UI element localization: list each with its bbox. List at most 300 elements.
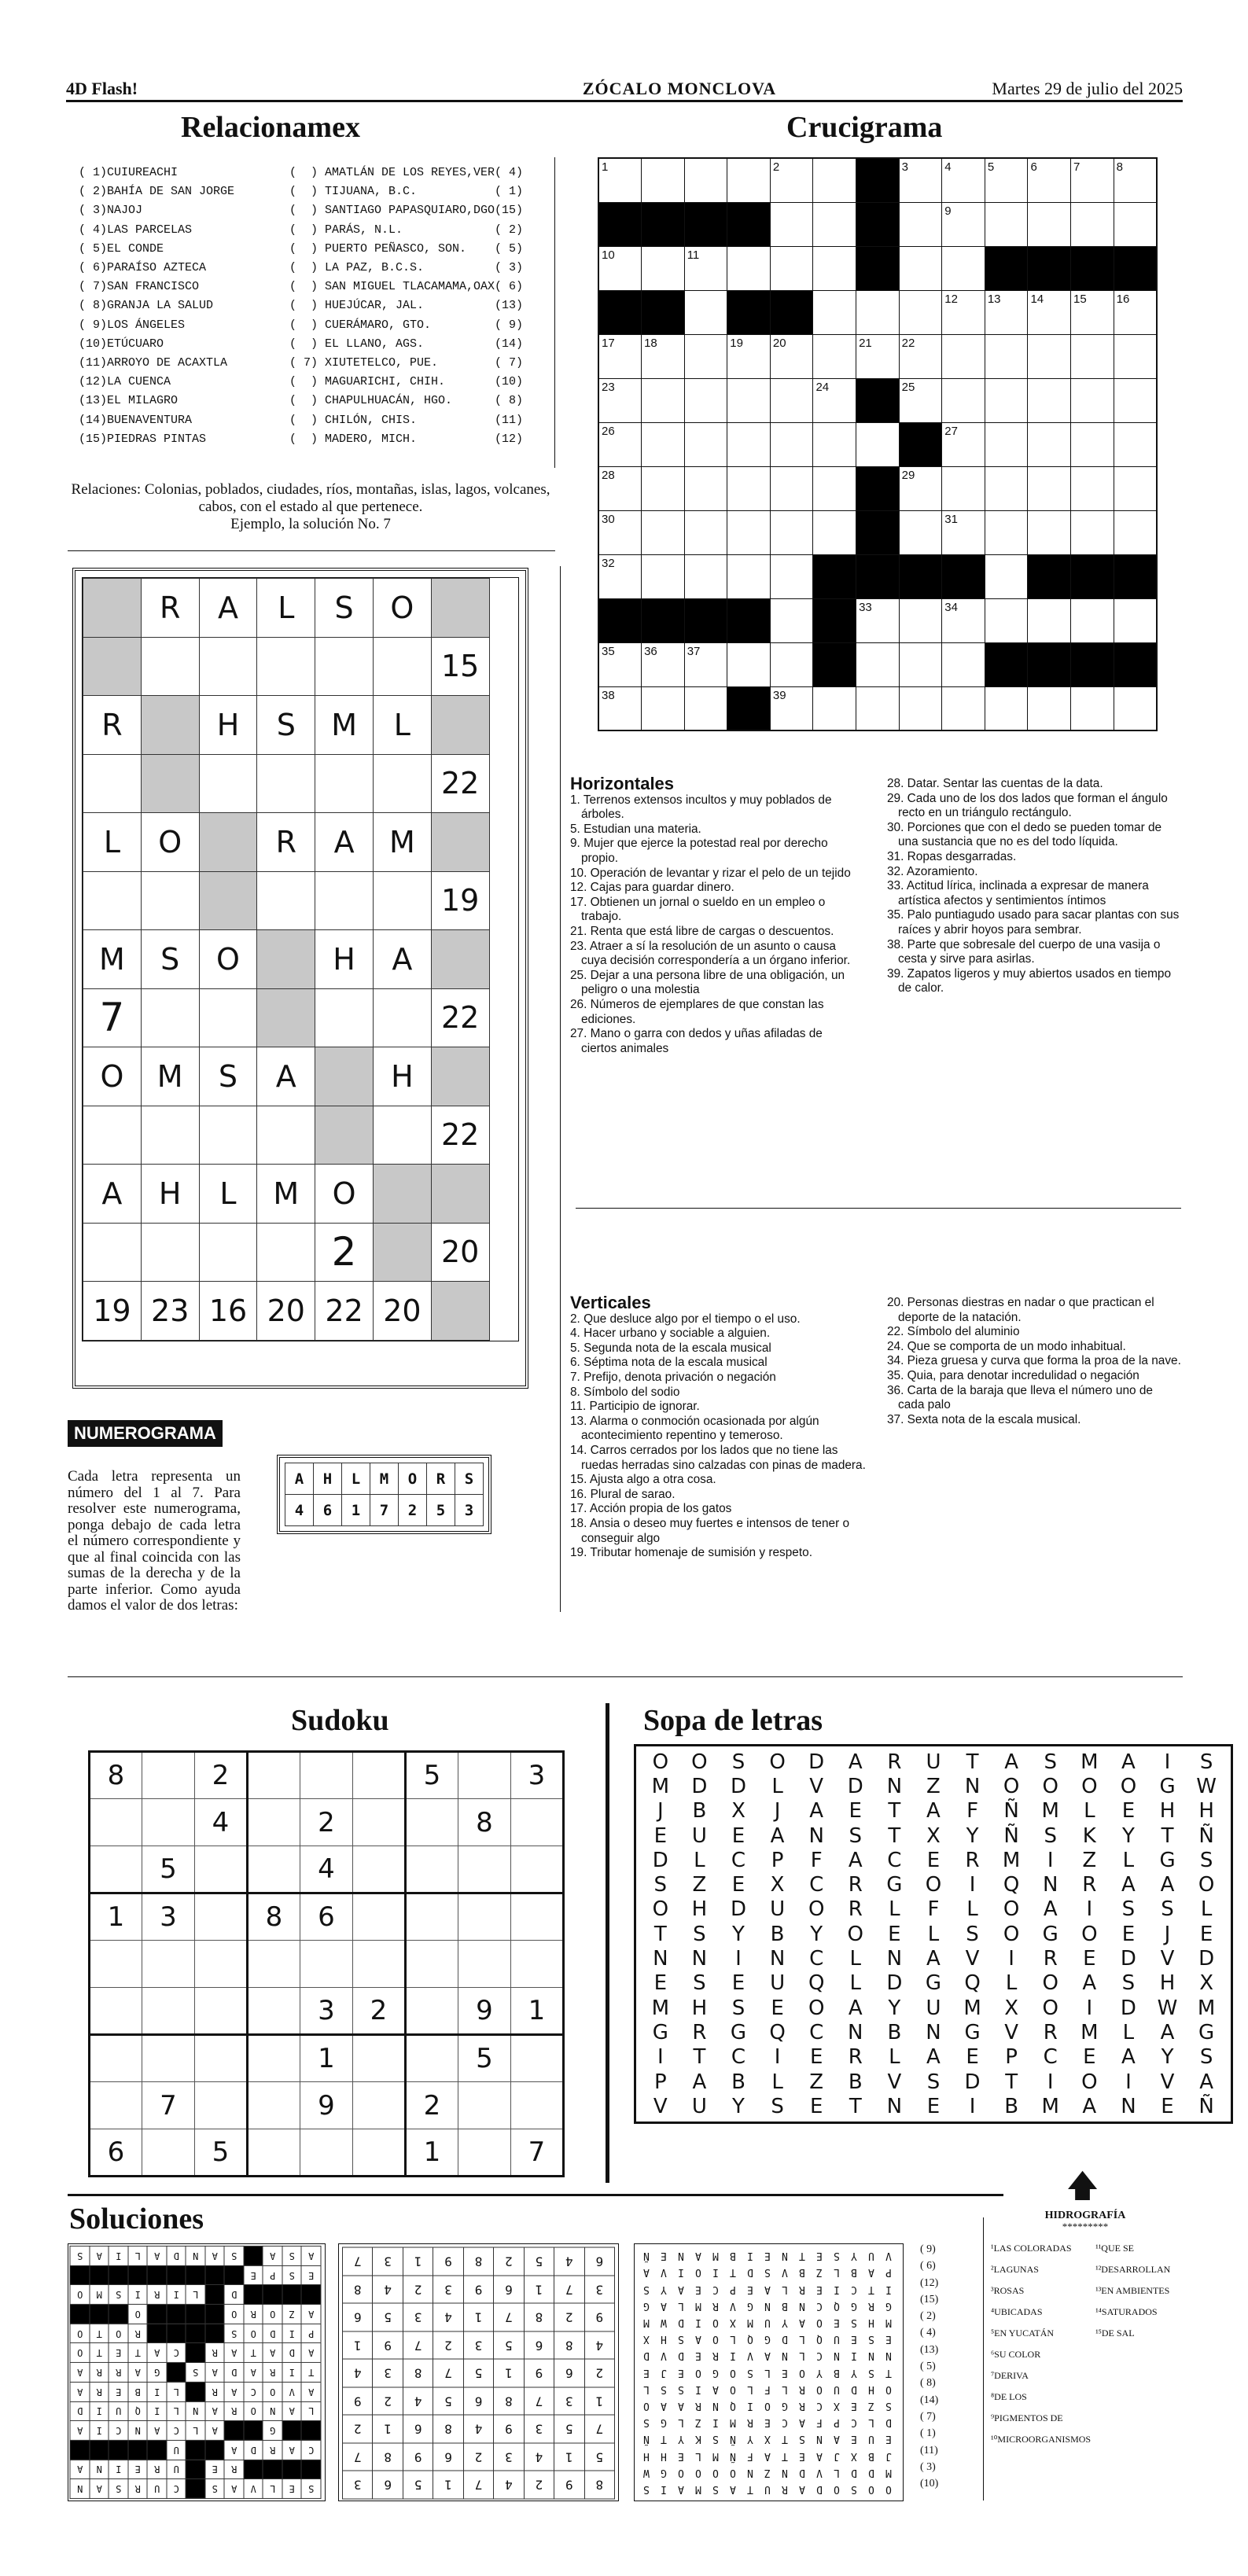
sudoku-cell[interactable] — [195, 1893, 248, 1941]
sopa-letter[interactable]: F — [927, 1897, 940, 1922]
crucigrama-cell[interactable]: 5 — [985, 158, 1028, 202]
sopa-letter[interactable]: S — [1199, 1750, 1213, 1774]
crucigrama-cell[interactable]: 22 — [899, 334, 942, 378]
sopa-letter[interactable]: E — [966, 2045, 979, 2070]
sopa-letter[interactable]: G — [652, 2020, 668, 2044]
sopa-letter[interactable]: E — [926, 1848, 941, 1872]
sudoku-cell[interactable] — [248, 2035, 300, 2082]
sopa-letter[interactable]: V — [965, 1947, 980, 1971]
sopa-letter[interactable]: O — [652, 1750, 669, 1774]
sopa-letter[interactable]: G — [1198, 2020, 1215, 2044]
crucigrama-cell[interactable]: 1 — [598, 158, 642, 202]
sopa-letter[interactable]: N — [886, 1774, 903, 1798]
sopa-letter[interactable]: L — [771, 2070, 783, 2094]
sopa-letter[interactable]: N — [926, 2020, 941, 2044]
sopa-letter[interactable]: N — [653, 1947, 668, 1971]
sudoku-cell[interactable] — [195, 1846, 248, 1893]
crucigrama-cell[interactable]: 36 — [642, 642, 685, 686]
sopa-letter[interactable]: J — [657, 1799, 664, 1823]
sudoku-cell[interactable] — [248, 1941, 300, 1988]
sopa-letter[interactable]: A — [809, 1799, 824, 1823]
crucigrama-cell[interactable] — [1028, 422, 1071, 466]
sopa-letter[interactable]: H — [1198, 1799, 1214, 1823]
sopa-letter[interactable]: E — [731, 1823, 745, 1848]
sopa-letter[interactable]: L — [849, 1947, 862, 1971]
crucigrama-cell[interactable] — [813, 510, 856, 554]
sopa-letter[interactable]: C — [809, 1873, 824, 1897]
sopa-letter[interactable]: C — [809, 1947, 824, 1971]
crucigrama-cell[interactable] — [684, 290, 727, 334]
crucigrama-cell[interactable] — [770, 422, 813, 466]
sopa-letter[interactable]: N — [848, 2020, 863, 2044]
crucigrama-cell[interactable]: 27 — [942, 422, 985, 466]
sudoku-cell[interactable] — [300, 1941, 353, 1988]
sopa-letter[interactable]: A — [848, 1996, 863, 2020]
crucigrama-cell[interactable] — [813, 290, 856, 334]
sopa-letter[interactable]: A — [1160, 1873, 1175, 1897]
sopa-letter[interactable]: N — [1121, 2094, 1136, 2118]
sopa-letter[interactable]: D — [1120, 1947, 1136, 1971]
crucigrama-cell[interactable] — [642, 686, 685, 730]
crucigrama-cell[interactable] — [813, 466, 856, 510]
sopa-letter[interactable]: P — [1005, 2045, 1018, 2070]
sudoku-cell[interactable] — [458, 2082, 511, 2129]
sopa-letter[interactable]: R — [692, 2020, 707, 2044]
sopa-letter[interactable]: Y — [732, 2094, 745, 2118]
crucigrama-cell[interactable]: 15 — [1071, 290, 1114, 334]
sopa-letter[interactable]: D — [1198, 1947, 1215, 1971]
sopa-letter[interactable]: D — [886, 1971, 903, 1996]
sopa-letter[interactable]: W — [1196, 1774, 1217, 1798]
sopa-letter[interactable]: U — [691, 1823, 707, 1848]
crucigrama-cell[interactable]: 12 — [942, 290, 985, 334]
crucigrama-cell[interactable] — [1114, 378, 1157, 422]
crucigrama-cell[interactable]: 34 — [942, 598, 985, 642]
sudoku-cell[interactable] — [353, 2082, 406, 2129]
sopa-letter[interactable]: E — [771, 1996, 784, 2020]
crucigrama-cell[interactable] — [1071, 598, 1114, 642]
sopa-letter[interactable]: O — [1042, 1996, 1058, 2020]
sopa-letter[interactable]: C — [731, 1848, 746, 1872]
crucigrama-cell[interactable]: 4 — [942, 158, 985, 202]
sopa-letter[interactable]: M — [1041, 2094, 1059, 2118]
sopa-letter[interactable]: A — [1004, 1750, 1019, 1774]
sopa-letter[interactable]: I — [774, 2045, 781, 2070]
crucigrama-cell[interactable]: 19 — [727, 334, 771, 378]
crucigrama-cell[interactable] — [770, 598, 813, 642]
crucigrama-cell[interactable] — [942, 246, 985, 290]
sudoku-cell[interactable] — [458, 1752, 511, 1799]
sopa-letter[interactable]: L — [1084, 1799, 1095, 1823]
crucigrama-cell[interactable] — [1028, 466, 1071, 510]
sopa-letter[interactable]: Q — [769, 2020, 786, 2044]
sopa-letter[interactable]: O — [1198, 1873, 1215, 1897]
sudoku-cell[interactable] — [90, 2035, 142, 2082]
sopa-letter[interactable]: T — [653, 1922, 667, 1946]
sopa-letter[interactable]: S — [693, 1922, 706, 1946]
crucigrama-cell[interactable] — [942, 334, 985, 378]
sopa-letter[interactable]: A — [692, 2070, 707, 2094]
sopa-letter[interactable]: J — [774, 1799, 781, 1823]
sopa-letter[interactable]: Ñ — [1198, 2094, 1214, 2118]
sopa-letter[interactable]: X — [731, 1799, 745, 1823]
sopa-letter[interactable]: A — [926, 1799, 941, 1823]
sudoku-cell[interactable] — [511, 1893, 564, 1941]
crucigrama-cell[interactable]: 2 — [770, 158, 813, 202]
crucigrama-cell[interactable] — [684, 422, 727, 466]
crucigrama-cell[interactable]: 8 — [1114, 158, 1157, 202]
crucigrama-cell[interactable] — [1028, 598, 1071, 642]
crucigrama-cell[interactable]: 25 — [899, 378, 942, 422]
crucigrama-cell[interactable] — [813, 246, 856, 290]
crucigrama-cell[interactable] — [813, 334, 856, 378]
crucigrama-cell[interactable] — [770, 642, 813, 686]
sopa-letter[interactable]: X — [770, 1873, 785, 1897]
crucigrama-cell[interactable] — [684, 686, 727, 730]
crucigrama-cell[interactable]: 31 — [942, 510, 985, 554]
sopa-letter[interactable]: T — [1005, 2070, 1018, 2094]
sudoku-cell[interactable] — [511, 1846, 564, 1893]
crucigrama-cell[interactable] — [642, 246, 685, 290]
sopa-letter[interactable]: Z — [809, 2070, 824, 2094]
sopa-letter[interactable]: C — [887, 1848, 902, 1872]
sopa-letter[interactable]: R — [848, 2045, 863, 2070]
sopa-letter[interactable]: N — [808, 1823, 824, 1848]
crucigrama-cell[interactable] — [1114, 466, 1157, 510]
sudoku-cell[interactable] — [406, 2035, 458, 2082]
sudoku-cell[interactable] — [142, 2129, 195, 2177]
sopa-letter[interactable]: P — [771, 1848, 784, 1872]
sopa-letter[interactable]: B — [848, 2070, 863, 2094]
crucigrama-cell[interactable] — [813, 158, 856, 202]
crucigrama-cell[interactable] — [985, 334, 1028, 378]
sopa-letter[interactable]: S — [1121, 1971, 1136, 1996]
sopa-letter[interactable]: Z — [926, 1774, 941, 1798]
crucigrama-cell[interactable] — [1071, 466, 1114, 510]
sopa-letter[interactable]: T — [1161, 1823, 1174, 1848]
sopa-letter[interactable]: E — [1199, 1922, 1213, 1946]
crucigrama-cell[interactable] — [684, 510, 727, 554]
sudoku-cell[interactable] — [458, 2129, 511, 2177]
crucigrama-cell[interactable] — [684, 378, 727, 422]
sopa-letter[interactable]: A — [1121, 2045, 1136, 2070]
sopa-letter[interactable]: L — [927, 1922, 940, 1946]
sopa-letter[interactable]: C — [1043, 2045, 1058, 2070]
crucigrama-cell[interactable] — [899, 642, 942, 686]
sopa-letter[interactable]: Ñ — [1198, 1823, 1214, 1848]
sopa-letter[interactable]: C — [731, 2045, 746, 2070]
sopa-letter[interactable]: W — [1157, 1996, 1178, 2020]
sopa-letter[interactable]: A — [1160, 2020, 1175, 2044]
sopa-letter[interactable]: R — [1082, 1873, 1097, 1897]
sopa-letter[interactable]: O — [1003, 1897, 1020, 1922]
crucigrama-cell[interactable] — [1114, 598, 1157, 642]
sopa-letter[interactable]: L — [1122, 1848, 1135, 1872]
crucigrama-cell[interactable] — [985, 510, 1028, 554]
sopa-letter[interactable]: L — [694, 1848, 705, 1872]
sopa-letter[interactable]: N — [1043, 1873, 1058, 1897]
crucigrama-cell[interactable] — [1028, 686, 1071, 730]
sopa-letter[interactable]: E — [653, 1971, 668, 1996]
crucigrama-cell[interactable] — [1071, 510, 1114, 554]
sudoku-cell[interactable] — [300, 2129, 353, 2177]
crucigrama-cell[interactable] — [942, 642, 985, 686]
crucigrama-cell[interactable] — [1071, 422, 1114, 466]
sopa-letter[interactable]: I — [969, 1873, 976, 1897]
sopa-letter[interactable]: R — [887, 1750, 902, 1774]
sopa-letter[interactable]: D — [847, 1774, 863, 1798]
sudoku-cell[interactable] — [90, 2082, 142, 2129]
crucigrama-cell[interactable] — [770, 202, 813, 246]
sopa-letter[interactable]: S — [1044, 1823, 1057, 1848]
sopa-letter[interactable]: D — [808, 1750, 825, 1774]
crucigrama-cell[interactable] — [770, 466, 813, 510]
sopa-letter[interactable]: M — [1080, 1750, 1099, 1774]
sopa-letter[interactable]: S — [1199, 2045, 1213, 2070]
crucigrama-cell[interactable]: 16 — [1114, 290, 1157, 334]
sudoku-cell[interactable] — [511, 1799, 564, 1846]
crucigrama-cell[interactable] — [727, 642, 771, 686]
sopa-letter[interactable]: L — [1200, 1897, 1213, 1922]
sudoku-cell[interactable] — [511, 2082, 564, 2129]
crucigrama-cell[interactable] — [1028, 510, 1071, 554]
sudoku-cell[interactable] — [406, 1846, 458, 1893]
sopa-letter[interactable]: M — [651, 1996, 670, 2020]
sopa-letter[interactable]: S — [966, 1922, 979, 1946]
crucigrama-cell[interactable] — [642, 158, 685, 202]
crucigrama-cell[interactable] — [727, 158, 771, 202]
sopa-letter[interactable]: I — [1164, 1750, 1171, 1774]
crucigrama-cell[interactable] — [985, 202, 1028, 246]
sudoku-cell[interactable] — [248, 1752, 300, 1799]
crucigrama-cell[interactable] — [856, 642, 900, 686]
sopa-letter[interactable]: L — [1005, 1971, 1018, 1996]
sudoku-cell[interactable] — [248, 1846, 300, 1893]
crucigrama-cell[interactable]: 21 — [856, 334, 900, 378]
sopa-letter[interactable]: E — [1161, 2094, 1174, 2118]
crucigrama-cell[interactable]: 3 — [899, 158, 942, 202]
sopa-letter[interactable]: S — [731, 1750, 745, 1774]
crucigrama-cell[interactable] — [856, 422, 900, 466]
sopa-letter[interactable]: I — [1125, 2070, 1132, 2094]
sopa-letter[interactable]: V — [653, 2094, 668, 2118]
sopa-letter[interactable]: L — [889, 1897, 900, 1922]
sopa-letter[interactable]: E — [653, 1823, 668, 1848]
sopa-letter[interactable]: Ñ — [1003, 1799, 1019, 1823]
sopa-letter[interactable]: B — [770, 1922, 785, 1946]
crucigrama-cell[interactable] — [770, 246, 813, 290]
sopa-letter[interactable]: V — [1160, 1947, 1175, 1971]
crucigrama-cell[interactable] — [770, 510, 813, 554]
sudoku-cell[interactable] — [511, 1941, 564, 1988]
sopa-letter[interactable]: Q — [808, 1971, 825, 1996]
sopa-letter[interactable]: J — [1164, 1922, 1171, 1946]
sudoku-cell[interactable] — [195, 1988, 248, 2035]
sopa-letter[interactable]: H — [1159, 1799, 1176, 1823]
crucigrama-cell[interactable] — [899, 246, 942, 290]
sopa-letter[interactable]: V — [1160, 2070, 1175, 2094]
sopa-letter[interactable]: Y — [1161, 2045, 1174, 2070]
sudoku-cell[interactable] — [248, 2082, 300, 2129]
sopa-letter[interactable]: O — [1042, 1774, 1058, 1798]
sudoku-cell[interactable] — [90, 1846, 142, 1893]
crucigrama-cell[interactable] — [899, 510, 942, 554]
sopa-letter[interactable]: C — [809, 2020, 824, 2044]
crucigrama-cell[interactable] — [985, 686, 1028, 730]
sopa-letter[interactable]: S — [653, 1873, 668, 1897]
sopa-letter[interactable]: R — [965, 1848, 980, 1872]
sudoku-cell[interactable] — [142, 1752, 195, 1799]
sopa-letter[interactable]: O — [769, 1750, 786, 1774]
sopa-letter[interactable]: T — [849, 2094, 862, 2118]
sopa-letter[interactable]: O — [652, 1897, 669, 1922]
sopa-letter[interactable]: A — [848, 1848, 863, 1872]
crucigrama-cell[interactable]: 20 — [770, 334, 813, 378]
sopa-letter[interactable]: I — [1047, 2070, 1054, 2094]
sudoku-cell[interactable] — [300, 1752, 353, 1799]
sopa-letter[interactable]: G — [964, 2020, 981, 2044]
sopa-letter[interactable]: X — [926, 1823, 941, 1848]
sopa-letter[interactable]: Ñ — [1003, 1823, 1019, 1848]
sopa-letter[interactable]: U — [770, 1971, 786, 1996]
crucigrama-cell[interactable] — [813, 422, 856, 466]
sopa-letter[interactable]: M — [1002, 1848, 1021, 1872]
sudoku-cell[interactable] — [406, 1941, 458, 1988]
sopa-letter[interactable]: F — [966, 1799, 979, 1823]
sudoku-cell[interactable] — [142, 1988, 195, 2035]
crucigrama-cell[interactable] — [899, 686, 942, 730]
sopa-letter[interactable]: A — [1082, 1971, 1097, 1996]
sopa-letter[interactable]: P — [653, 2070, 667, 2094]
crucigrama-cell[interactable]: 11 — [684, 246, 727, 290]
sopa-letter[interactable]: V — [1004, 2020, 1019, 2044]
crucigrama-cell[interactable]: 7 — [1071, 158, 1114, 202]
sudoku-cell[interactable] — [353, 2129, 406, 2177]
sopa-letter[interactable]: I — [1047, 1848, 1054, 1872]
sopa-letter[interactable]: N — [886, 2094, 903, 2118]
sopa-letter[interactable]: I — [1008, 1947, 1014, 1971]
sopa-letter[interactable]: O — [1081, 1922, 1098, 1946]
sopa-letter[interactable]: N — [691, 1947, 708, 1971]
crucigrama-cell[interactable] — [813, 686, 856, 730]
sudoku-cell[interactable] — [142, 2035, 195, 2082]
sopa-letter[interactable]: F — [810, 1848, 823, 1872]
sudoku-cell[interactable] — [353, 1799, 406, 1846]
sopa-letter[interactable]: L — [849, 1971, 862, 1996]
sudoku-cell[interactable] — [248, 2129, 300, 2177]
crucigrama-cell[interactable] — [684, 554, 727, 598]
crucigrama-cell[interactable] — [942, 466, 985, 510]
sopa-letter[interactable]: D — [730, 1774, 746, 1798]
sopa-letter[interactable]: H — [691, 1897, 708, 1922]
crucigrama-cell[interactable] — [642, 422, 685, 466]
sopa-letter[interactable]: U — [926, 1996, 941, 2020]
sopa-letter[interactable]: O — [1003, 1922, 1020, 1946]
crucigrama-cell[interactable]: 23 — [598, 378, 642, 422]
crucigrama-cell[interactable]: 10 — [598, 246, 642, 290]
sopa-letter[interactable]: G — [1042, 1922, 1058, 1946]
crucigrama-cell[interactable]: 33 — [856, 598, 900, 642]
sopa-letter[interactable]: D — [730, 1897, 746, 1922]
sopa-letter[interactable]: S — [693, 1971, 706, 1996]
crucigrama-cell[interactable] — [1028, 378, 1071, 422]
sopa-letter[interactable]: O — [1042, 1971, 1058, 1996]
crucigrama-cell[interactable] — [1114, 510, 1157, 554]
crucigrama-cell[interactable] — [727, 246, 771, 290]
sopa-letter[interactable]: E — [1121, 1922, 1136, 1946]
sudoku-cell[interactable] — [195, 2035, 248, 2082]
sopa-letter[interactable]: O — [847, 1922, 863, 1946]
sopa-letter[interactable]: O — [1120, 1774, 1137, 1798]
sopa-letter[interactable]: D — [691, 1774, 708, 1798]
sopa-letter[interactable]: E — [888, 1922, 901, 1946]
sopa-letter[interactable]: Z — [692, 1873, 707, 1897]
sopa-letter[interactable]: Z — [1082, 1848, 1097, 1872]
crucigrama-cell[interactable] — [684, 334, 727, 378]
sopa-letter[interactable]: S — [731, 1996, 745, 2020]
sopa-letter[interactable]: A — [1121, 1750, 1136, 1774]
sopa-letter[interactable]: L — [1122, 2020, 1135, 2044]
sopa-letter[interactable]: O — [691, 1750, 708, 1774]
sopa-letter[interactable]: M — [1197, 1996, 1216, 2020]
sopa-letter[interactable]: B — [692, 1799, 707, 1823]
sopa-letter[interactable]: T — [966, 1750, 979, 1774]
sopa-letter[interactable]: T — [693, 2045, 706, 2070]
sopa-letter[interactable]: E — [1083, 2045, 1096, 2070]
sopa-letter[interactable]: A — [770, 1823, 785, 1848]
sopa-letter[interactable]: R — [1043, 2020, 1058, 2044]
crucigrama-cell[interactable] — [727, 510, 771, 554]
crucigrama-cell[interactable]: 9 — [942, 202, 985, 246]
sopa-letter[interactable]: E — [809, 2045, 823, 2070]
sopa-letter[interactable]: S — [926, 2070, 941, 2094]
sopa-letter[interactable]: L — [966, 1897, 978, 1922]
sopa-letter[interactable]: K — [1082, 1823, 1096, 1848]
sudoku-cell[interactable] — [90, 1799, 142, 1846]
sopa-letter[interactable]: S — [1199, 1848, 1213, 1872]
sopa-letter[interactable]: N — [964, 1774, 981, 1798]
crucigrama-cell[interactable] — [1114, 202, 1157, 246]
crucigrama-cell[interactable] — [1028, 334, 1071, 378]
crucigrama-cell[interactable] — [942, 686, 985, 730]
sopa-letter[interactable]: N — [886, 1947, 903, 1971]
sudoku-cell[interactable] — [248, 1799, 300, 1846]
sopa-letter[interactable]: V — [809, 1774, 824, 1798]
sopa-letter[interactable]: S — [849, 1823, 863, 1848]
sopa-letter[interactable]: A — [926, 2045, 941, 2070]
sopa-letter[interactable]: S — [1121, 1897, 1136, 1922]
crucigrama-cell[interactable]: 38 — [598, 686, 642, 730]
crucigrama-cell[interactable] — [942, 378, 985, 422]
sopa-letter[interactable]: Y — [732, 1922, 745, 1946]
sudoku-cell[interactable] — [406, 1988, 458, 2035]
crucigrama-cell[interactable] — [727, 422, 771, 466]
crucigrama-cell[interactable] — [684, 466, 727, 510]
crucigrama-cell[interactable] — [985, 378, 1028, 422]
sopa-letter[interactable]: O — [1081, 2070, 1098, 2094]
sudoku-cell[interactable] — [90, 1988, 142, 2035]
sudoku-cell[interactable] — [195, 2082, 248, 2129]
crucigrama-cell[interactable] — [642, 510, 685, 554]
sopa-letter[interactable]: U — [691, 2094, 707, 2118]
sopa-letter[interactable]: L — [889, 2045, 900, 2070]
sudoku-cell[interactable] — [353, 2035, 406, 2082]
sopa-letter[interactable]: A — [1121, 1873, 1136, 1897]
sopa-letter[interactable]: Q — [1003, 1873, 1020, 1897]
sopa-letter[interactable]: I — [969, 2094, 976, 2118]
crucigrama-cell[interactable] — [985, 466, 1028, 510]
sudoku-cell[interactable] — [353, 1846, 406, 1893]
